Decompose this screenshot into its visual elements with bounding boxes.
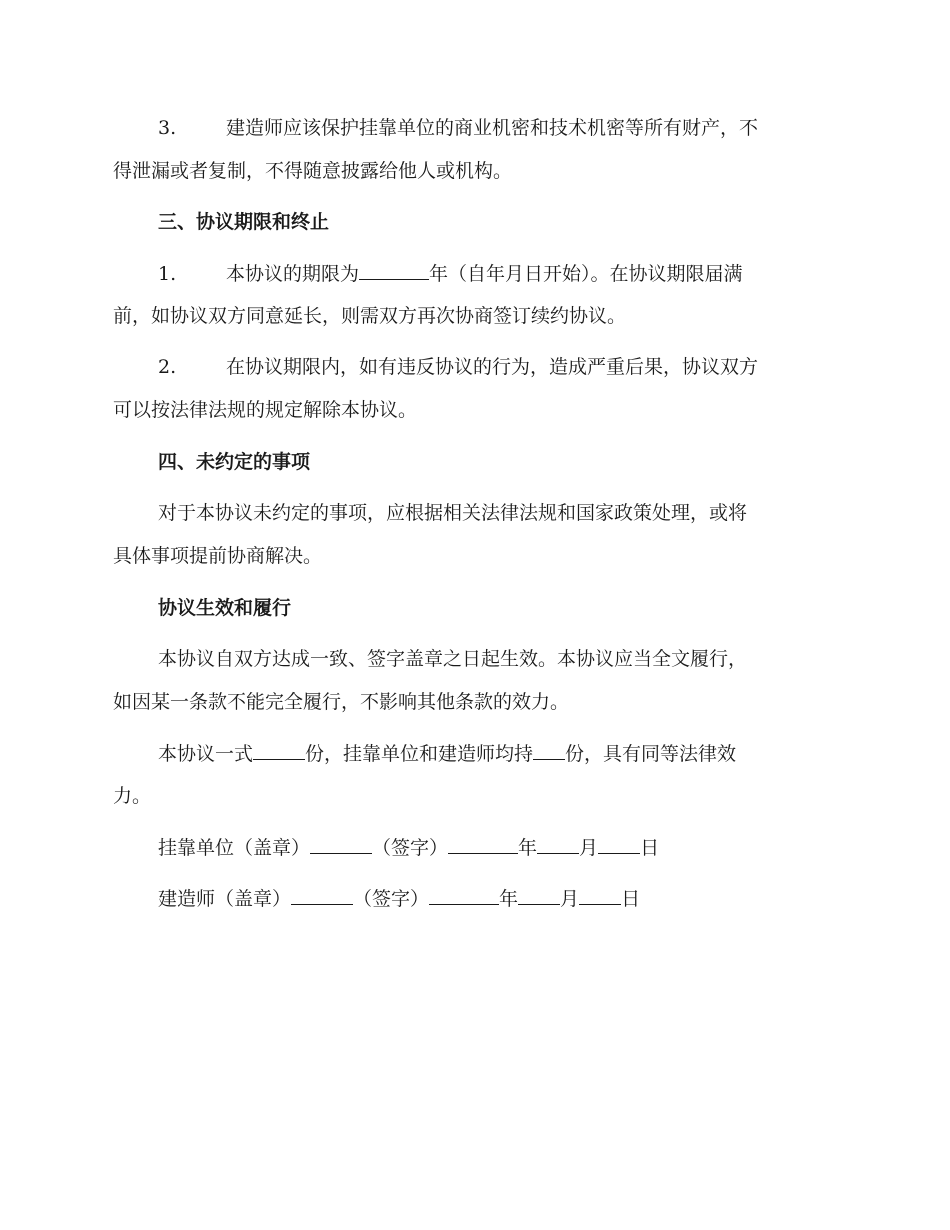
term-years-blank[interactable] [359,261,429,280]
clause-number: 2. [158,356,177,378]
year-label: 年 [518,837,538,859]
clause-text: 年（自年月日开始）。在协议期限届满 [429,263,743,285]
month-blank[interactable] [518,886,560,905]
clause-3-line-1 [113,116,833,140]
month-blank[interactable] [537,835,579,854]
section-4-line-1: 对于本协议未约定的事项，应根据相关法律法规和国家政策处理，或将 [158,502,748,524]
clause-text: 本协议的期限为 [226,263,360,285]
clause-number: 1. [158,263,177,285]
copies-text: 份，挂靠单位和建造师均持 [305,743,534,765]
signature-line-company [158,835,878,860]
month-label: 月 [579,837,599,859]
section-heading-5: 协议生效和履行 [158,597,292,619]
section-5-line-1: 本协议自双方达成一致、签字盖章之日起生效。本协议应当全文履行， [158,648,748,670]
year-label: 年 [499,888,519,910]
signature-label: （签字） [353,888,430,910]
signature-line-builder [158,886,878,911]
clause-3-2-line-1 [113,355,833,379]
day-label: 日 [640,837,660,859]
copies-text: 份，具有同等法律效 [565,743,737,765]
signature-label: （签字） [372,837,449,859]
section-heading-4: 四、未约定的事项 [158,451,311,473]
signature-blank[interactable] [429,886,499,905]
seal-blank[interactable] [291,886,353,905]
copies-line-2: 力。 [113,785,152,807]
day-label: 日 [621,888,641,910]
section-heading-3: 三、协议期限和终止 [158,211,330,233]
clause-text: 建造师应该保护挂靠单位的商业机密和技术机密等所有财产，不 [226,117,759,139]
copies-line-1 [158,741,878,766]
party-label: 挂靠单位（盖章） [158,837,311,859]
clause-number: 3. [158,117,177,139]
clause-text: 在协议期限内，如有违反协议的行为，造成严重后果，协议双方 [226,356,759,378]
day-blank[interactable] [579,886,621,905]
day-blank[interactable] [598,835,640,854]
clause-3-line-2: 得泄漏或者复制，不得随意披露给他人或机构。 [113,160,513,182]
signature-blank[interactable] [448,835,518,854]
clause-3-1-line-2: 前，如协议双方同意延长，则需双方再次协商签订续约协议。 [113,305,627,327]
month-label: 月 [560,888,580,910]
section-5-line-2: 如因某一条款不能完全履行，不影响其他条款的效力。 [113,691,570,713]
party-label: 建造师（盖章） [158,888,292,910]
clause-3-1-line-1 [113,261,833,286]
section-4-line-2: 具体事项提前协商解决。 [113,545,323,567]
seal-blank[interactable] [310,835,372,854]
copies-count-blank[interactable] [253,741,305,760]
clause-3-2-line-2: 可以按法律法规的规定解除本协议。 [113,399,418,421]
copies-text: 本协议一式 [158,743,254,765]
copies-each-blank[interactable] [533,741,565,760]
